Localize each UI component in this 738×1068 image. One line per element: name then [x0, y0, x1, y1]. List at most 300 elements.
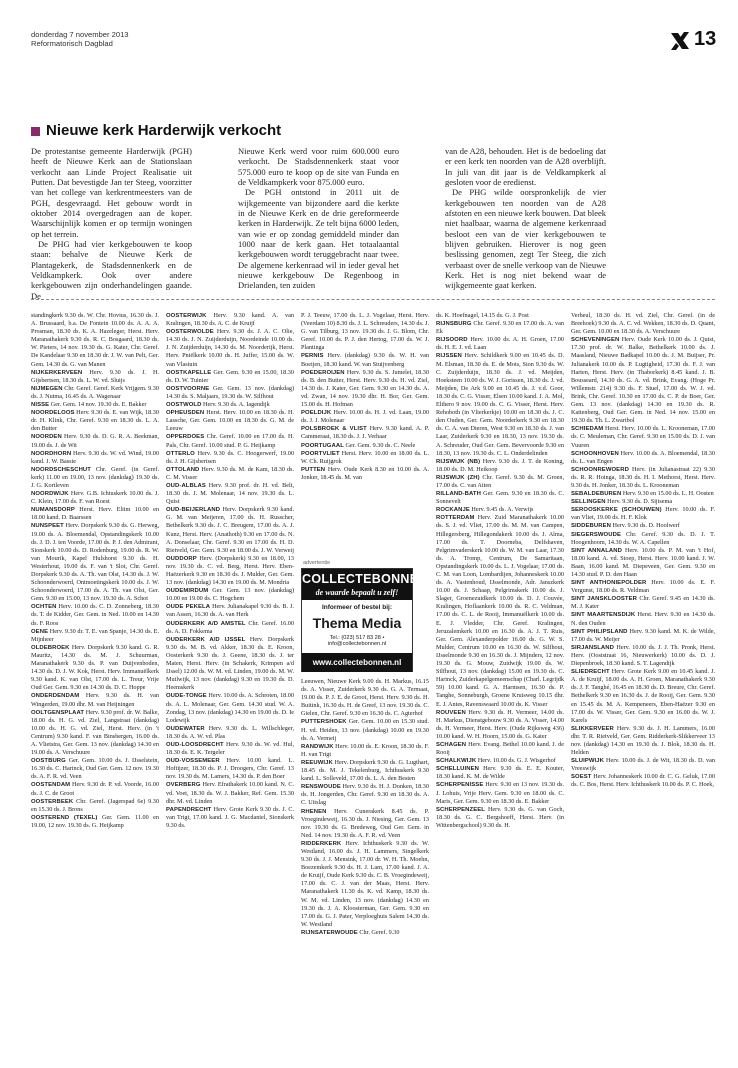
ad-website-link[interactable]: www.collectebonnen.nl: [302, 653, 412, 672]
article-column: [445, 146, 606, 291]
listing-services: Chr. Geref. 9.30 ds. M. Groen, 17.00 ds. C. van Atten: [436, 473, 564, 489]
listing-services: Herv. 9.30 ds. M. de Kam, 18.30 ds. C. M. Visser: [166, 465, 294, 481]
listing-entry: [31, 798, 159, 814]
listing-services: Herst. Herv. 10.00 en 18.30 ds. H. Lassche, Ger. Gem. 10.00 en 18.30 ds. G. M. de Leeuw: [166, 409, 294, 433]
listing-entry: [31, 409, 159, 433]
listing-services: Chr. Geref. 9.30 ds. D. J. T. Hoogenhoom, 14.30 ds. W. A. Capellen: [571, 530, 715, 546]
listing-services: Herv. 10.00 ds. E. Kroon, 18.30 ds. F. H. van Trigt: [301, 742, 429, 758]
listing-services: Ger. Gem. 13 nov. (dankdag) 10.00 en 19.00 ds. C. Hogchem: [166, 587, 294, 603]
listing-services: Herv. 9.30 ds. E. E. Kouter, 18.30 kand. K. M. de Wilde: [436, 765, 564, 781]
listing-entry: [571, 312, 715, 336]
listing-place-name: SCHAGEN: [436, 741, 467, 748]
listing-services: Herv. Grote Kerk 9.30 ds. J. C. van Trigt, 17.00 kand. J. G. Macdaniel, Sionskerk 9.30 ds.: [166, 805, 294, 829]
listing-services: Herv. 9.30 dr. T. E. van Spanje, 14.30 ds. E. Mijnheer: [31, 627, 159, 643]
listing-entry: [301, 442, 429, 450]
listing-services: Herv. Dorpskerk 9.30 kand. G. M. van Meijeren, 17.00 ds. H. Russcher, Bethelkerk 9.30 ds. J. C. Breugem, 17.00 ds. A. J. Kunz, Herst. Herv. (Anathoth) 9.30 en 17.00 ds. N. A. Donselaar, Chr. Geref. 9.30 en 17.00 ds. H. D. Rietveld, Ger. Gem. 9.30 en 18.00 ds. J. W. Verweij: [166, 506, 294, 554]
listing-entry: [166, 450, 294, 466]
listing-entry: [166, 636, 294, 693]
listing-place-name: PUTTEN: [301, 466, 326, 473]
listing-entry: [166, 587, 294, 603]
listing-place-name: NOORDSCHESCHUT: [31, 466, 91, 473]
listing-services: ds. K. Hoefnagel, 14.15 ds. G. J. Post: [436, 312, 529, 319]
listing-entry: [301, 743, 429, 759]
listing-column: [571, 312, 715, 1060]
listing-place-name: SEBALDEBUREN: [571, 491, 622, 498]
listing-entry: [571, 579, 715, 595]
listing-place-name: OUD-BEIJERLAND: [166, 507, 221, 514]
listing-services: Herv. G.B. Ichtuskerk 10.00 ds. J. C. Klein, 17.00 ds. F. van Roest: [31, 490, 159, 506]
listing-services: Herst. Herv. 9.30 en 14.30 ds. N. den Ouden: [571, 611, 715, 627]
listing-place-name: SCHALKWIJK: [436, 758, 477, 765]
listing-entry: [436, 312, 564, 320]
ad-brand-name: Thema Media: [312, 615, 402, 631]
listing-entry: [166, 312, 294, 328]
listing-place-name: REEUWIJK: [301, 759, 333, 766]
listing-services: Herv. Cunerakerk 8.45 ds. P. Vroegindeweij, 16.30 ds. J. Niesing, Ger. Gem. 13 nov. 19.30 ds. G. Bredeweg, Oud Ger. Gem. in Ned. 14 nov. 19.30 ds. A. F. R. vd. Veen: [301, 807, 429, 839]
article-paragraph: De PHG had vier kerkgebouwen te koop staan: behalve de Nieuwe Kerk de Plantagekerk, de Stadsdennenkerk en de Veldkampkerk. Ook over andere kerkgebouwen zijn onderhandelingen gaande. De: [31, 239, 192, 301]
listing-place-name: SCHIEDAM: [571, 426, 604, 433]
listing-place-name: RIJSSEN: [436, 353, 462, 360]
listing-entry: [571, 757, 715, 773]
listing-column: [436, 312, 564, 1060]
listing-place-name: SCHOONREWOERD: [571, 466, 629, 473]
listing-entry: [31, 369, 159, 385]
listing-services: Herv. 9.30 ds. L. Willschleger, 18.30 ds. A. W. vd. Plas: [166, 724, 294, 740]
listing-entry: [31, 401, 159, 409]
listing-column: [166, 312, 294, 1060]
listing-services: Herv. 10.00 ds. C. D. Zonneberg, 18.30 ds. T. de Kidder, Ger. Gem. in Ned. 10.00 en 14.30 ds. F. Roos: [31, 603, 159, 627]
listing-services: Herv. 9.30 ds. H. J. Donken, 18.30 ds. H. Jongerden, Chr. Geref. 9.30 en 18.30 ds. A. C. Uitslag: [301, 783, 429, 807]
listing-place-name: SCHEVENINGEN: [571, 337, 620, 344]
listing-services: Herv. 9.45 ds. A. Verwijs: [469, 506, 534, 514]
listing-entry: [571, 425, 715, 449]
listing-entry: [436, 336, 564, 352]
listing-entry: [31, 644, 159, 693]
listing-entry: [166, 555, 294, 587]
listing-place-name: SEROOSKERKE (SCHOUWEN): [571, 507, 662, 514]
listing-services: Herv. 10.00 ds. H. J. vd. Laan, 19.00 ds. J. J. Molenaar: [301, 409, 429, 425]
listing-entry: [571, 450, 715, 466]
listing-place-name: SLUIPWIJK: [571, 758, 604, 765]
listing-entry: [571, 498, 715, 506]
listing-services: Herv. (dankdag) 9.30 ds. W. H. van Boeijen, 18.30 kand. W. van Stuijvenberg: [301, 352, 429, 368]
listing-services: Chr. Geref. 10.00 en 17.00 ds. H. Pals, Chr. Geref. 10.00 stud. P. G. Heijkamp: [166, 433, 294, 449]
listing-place-name: SLIEDRECHT: [571, 669, 610, 676]
advertisement-label: advertentie: [303, 560, 331, 566]
listing-services: Herv. 9.30 ds. D. G. R. A. Beekman, 19.00 ds. J. de Wit: [31, 433, 159, 449]
listing-place-name: PERNIS: [301, 353, 324, 360]
listing-place-name: ROCKANJE: [436, 507, 470, 514]
listing-services: Verheul, 18.30 ds. H. vd. Ziel, Chr. Geref. (in de Breehoek) 9.30 ds. A. C. vd. Wekken, 18.30 ds. D. Quant, Ger. Gem. 10.00 en 18.30 ds. A. Verschuure: [571, 312, 715, 336]
listing-entry: [166, 603, 294, 619]
listing-entry: [166, 781, 294, 805]
listing-services: Chr. Geref. 9.45 en 14.30 ds. M. J. Kater: [571, 595, 715, 611]
listing-entry: [31, 312, 159, 369]
listing-entry: [301, 678, 429, 718]
listing-entry: [436, 458, 564, 474]
listing-entry: [436, 352, 564, 457]
listing-entry: [166, 692, 294, 724]
listing-services: Herv. 9.30 ds. W. vd. Wind, 19.00 kand. J. W. Bassie: [31, 449, 159, 465]
listing-entry: [166, 433, 294, 449]
listing-place-name: ROUVEEN: [436, 709, 466, 716]
listing-entry: [31, 433, 159, 449]
listing-entry: [571, 466, 715, 490]
listing-entry: [31, 628, 159, 644]
listing-services: Leeuwen, Nieuwe Kerk 9.00 ds. H. Markus, 16.15 ds. A. Visser, Zuiderkerk 9.30 ds. G. A. Termaat, 19.00 ds. P. J. E. de Groot, Herst. Herv. 9.30 ds. H. Buitink, 16.30 ds. H. de Greef, 13 nov. 19.30 ds. C. Gielen, Chr. Geref. 9.30 en 16.30 ds. C. Agterhof: [301, 678, 429, 718]
ad-info-text: Informeer of bestel bij:: [321, 604, 393, 611]
listing-services: Herv. 9.30 ds. C. Hoogerwerf, 19.00 ds. J. H. Gijsbertsen: [166, 449, 294, 465]
listing-entry: [301, 466, 429, 482]
listing-services: Herv. 10.00 ds. G. J. Wisgerhof: [476, 757, 556, 765]
listing-services: Herv. 10.00 ds. A. Bloemendal, 18.30 ds. L. van Engen: [571, 449, 715, 465]
listing-entry: [31, 814, 159, 830]
listing-place-name: OUDEMIRDUM: [166, 588, 209, 595]
listing-entry: [571, 668, 715, 725]
listing-entry: [301, 759, 429, 783]
listing-entry: [301, 929, 429, 937]
listing-entry: [301, 312, 429, 352]
listing-column: [301, 312, 429, 557]
listing-entry: [31, 709, 159, 758]
listing-entry: [301, 840, 429, 929]
listing-entry: [301, 450, 429, 466]
listing-services: Chr. Geref. 9.30: [357, 928, 400, 936]
listing-entry: [31, 692, 159, 708]
listing-place-name: OTTOLAND: [166, 466, 200, 473]
listing-place-name: OOSTWOLD: [166, 402, 202, 409]
listing-services: Herv. 9.30 ds. D. Sijtsema: [605, 498, 673, 506]
listing-services: Herv. Dorpskerk 9.30 ds. M. B. vd. Akker, 18.30 ds. E. Kroon, Oosterkerk 9.30 ds. J. Geene, 18.30 ds. J. ter Maten, Herst. Herv. (in Schakerk, Krimpen a/d IJssel) 12.00 ds. W. M. vd. Linden, 19.00 ds. M. W. Muilwijk, 13 nov. (dankdag) 9.30 en 19.30 ds. D. Heemskerk: [166, 635, 294, 692]
listing-entry: [571, 725, 715, 757]
listing-services: Herv. 9.30 ds. J. H. Gijsbertsen, 18.30 ds. L. W. vd. Sluijs: [31, 368, 159, 384]
listing-place-name: PAPENDRECHT: [166, 806, 212, 813]
listing-entry: [436, 490, 564, 506]
listing-services: Herv. Evang. Bethel 10.00 kand. J. de Rooij: [436, 740, 564, 757]
listing-services: Herv. 10.00 ds. P. M. van 't Hof, 18.00 kand. A. vd. Stoep, Herst. Herv. 10.00 kand. J. W. Baan, 16.00 kand. M. Diepeveen, Ger. Gem. 9.30 en 14.30 stud. P. D. den Haan: [571, 546, 715, 578]
listing-entry: [166, 506, 294, 555]
listing-services: P. J. Teeuw, 17.00 ds. L. J. Vogelaar, Herst. Herv. (Veerdam 10) 8.30 ds. J. L. Schreuders, 14.30 ds. J. G. van Tilburg, 13 nov. 19.30 ds. J. G. Blom, Chr. Geref. 10.00 ds. P. J. den Hertog, 17.00 ds. W. J. Plantinga: [301, 312, 429, 352]
listing-entry: [571, 522, 715, 530]
listing-place-name: SIRJANSLAND: [571, 644, 614, 651]
listing-entry: [571, 531, 715, 547]
listing-services: Herv. Ichthuskerk 9.30 ds. W. Westland, 16.00 ds. J. H. Lammers, Singelkerk 9.30 ds. J. J. Mensink, 17.00 dr. W. H. Th. Moehn, Boezemkerk 9.30 ds. H. J. Lam, 17.00 kand. J. A. de Kruijf, Oude Kerk 9.30 ds. C. B. Vroegindeweij, 17.00 ds. C. J. van der Maas, Herst. Herv. Maranathakerk 11.30 ds. K. vd. Kamp, 18.30 ds. W. M. vd. Linden, 13 nov. (dankdag) 14.30 en 19.30 ds. J. A. Kloosterman, Ger. Gem. 9.30 en 17.00 ds. G. J. Pater, Verploeghuis Salem 14.30 ds. W. Westland: [301, 839, 429, 928]
listing-services: Herv. 10.00 ds. A. H. Groen, 17.00 ds. H. E. J. vd. Laan: [436, 336, 564, 352]
listing-services: Herv. 9.30 kand. A. van Kralingen, 18.30 ds. A. C. de Kruijf: [166, 312, 294, 328]
listing-place-name: PUTTERSHOEK: [301, 719, 347, 726]
article-paragraph: Nieuwe Kerk werd voor ruim 600.000 euro verkocht. De Stadsdennenkerk staat voor 575.000 euro te koop op de site van Funda en de Veldkampkerk voor 875.000 euro.: [238, 146, 399, 188]
listing-entry: [166, 725, 294, 741]
newspaper-logo-icon: [669, 30, 691, 52]
header-newspaper-name: Reformatorisch Dagblad: [31, 39, 113, 48]
listing-place-name: NUNSPEET: [31, 523, 64, 530]
ad-banner: [302, 569, 428, 600]
listing-place-name: NIJMEGEN: [31, 385, 63, 392]
listing-entry: [31, 781, 159, 797]
listing-entry: [31, 450, 159, 466]
page-number: 13: [694, 28, 717, 50]
article-paragraph: De PHG wilde oorspronkelijk de vier kerkgebouwen ten noorden van de A28 afstoten en een nieuwe kerk bouwen. Dat bleek niet haalbaar, waarna de algemene kerkenraad besloot een van de vier kerkgebouwen te blijven gebruiken. Hierover is nog geen beslissing genomen, zegt Ter Steeg, die zich verbaast over de snelle verkoop van de Nieuwe Kerk. Het is nog niet bekend waar de wijkgemeente gaat kerken.: [445, 187, 606, 291]
listing-services: Chr. Geref. 9.30 en 17.00 ds. A. van Ek: [436, 320, 564, 336]
listing-place-name: OOSTBURG: [31, 758, 66, 765]
listing-entry: [301, 718, 429, 742]
listing-place-name: SIEGERSWOUDE: [571, 531, 621, 538]
listing-column: [301, 678, 429, 1060]
listing-services: Herv. 10.00 ds. F. van Vliet, 19.00 ds. H. F. Klok: [571, 506, 715, 522]
listing-services: Herv. 9.30 ds. J. T. de Koning, 18.00 ds. D. M. Heikoop: [436, 457, 564, 473]
listing-entry: [31, 385, 159, 401]
listing-place-name: POORTUGAAL: [301, 442, 344, 449]
listing-place-name: SLIKKERVEER: [571, 725, 614, 732]
listing-services: Herv. Dorpskerk 9.30 ds. G. Herweg, 19.00 ds. A. Bloemendal, Opstandingskerk 10.00 ds. J. D. J. ten Voorde, 17.00 ds. P. J. den Admirant, Sionskerk 10.00 ds. D. Rodenburg, 19.00 ds. R. W. van Mourik, Kapel Hulshorst 9.30 ds. H. Westerhout, 19.00 ds. F. van 't Slot, Chr. Geref. Dorpskerk 9.30 ds. A. Th. van Olst, 14.30 ds. J. W. Schoonderwoerd, Ontmoetingskerk 10.00 ds. J. W. Schoonderwoerd, 17.00 ds. A. Th. van Olst, Ger. Gem. 9.30 en 15.00, 13 nov. 19.30 ds. A. Schot: [31, 522, 159, 603]
listing-services: Chr. Geref. Geref. Kerk Vrijgem. 9.30 ds. J. Nutma, 16.45 ds. A. Wagenaar: [31, 384, 159, 400]
listing-place-name: POELDIJK: [301, 410, 332, 417]
listing-services: Herv. 9.30 ds. S. Jumelet, 18.30 ds. B. den Butter, Herst. Herv. 9.30 ds. H. vd. Ziel, 14.30 ds. J. Kater, Ger. Gem. 9.30 en 14.30 ds. A. vd. Zwan, 14 nov. 19.30 dhr. H. Bor, Ger. Gem. 15.00 ds. H. Hofman: [301, 368, 429, 409]
listing-services: Herv. 10.00 ds. J. J. Th. Pronk, Herst. Herv. (Ooststraat 16, Nieuwerkerk) 10.00 ds. D. J. Diepenbroek, 18.30 kand. S. T. Lagendijk: [571, 643, 715, 668]
listing-entry: [166, 369, 294, 385]
listing-services: Ger. Gem. 9.30 en 15.00, 18.30 ds. D. W. Tuinier: [166, 368, 294, 384]
listing-place-name: OUDDORP: [166, 555, 197, 562]
listing-entry: [166, 620, 294, 636]
section-divider: [31, 299, 715, 300]
listing-services: Herv. 9.30 prof. dr. H. vd. Belt, 18.30 ds. J. M. Molenaar, 14 nov. 19.30 ds. L. Quist: [166, 481, 294, 506]
listing-place-name: RIJSWIJK (NB): [436, 458, 481, 465]
listing-services: Herv. Grote Kerk 9.00 en 10.45 kand. J. A. de Kruijf, 18.00 ds. A. H. Groen, Maranathakerk 9.30 ds. J. F. Tanghé, 16.45 en 18.30 ds. D. Breure, Chr. Geref. Bethelkerk 9.30 en 16.30 ds. J. de Rooij, Ger. Gem. 9.30 en 15.45 ds. M. A. Kempeneers, Eben-Haëzer 9.30 en 17.00 ds. W. Visser, Ger. Gem. 9.30 en 16.00 ds. W. J. Karels: [571, 668, 715, 724]
listing-place-name: SOEST: [571, 774, 592, 781]
listing-entry: [166, 806, 294, 830]
listing-place-name: ONDERDENDAM: [31, 693, 80, 700]
listing-services: Ger. Gem. 10.00 en 15.30 stud. H. vd. Heiden, 13 nov. (dankdag) 10.00 en 19.30 ds. A. Vermeij: [301, 718, 429, 742]
listing-services: Chr. Geref. (in Geref. kerk) 11.00 en 19.00, 13 nov. (dankdag) 19.30 ds. J. G. Kortleven: [31, 465, 159, 489]
listing-place-name: SIDDEBUREN: [571, 523, 611, 530]
listing-entry: [436, 320, 564, 336]
article-title: Nieuwe kerk Harderwijk verkocht: [46, 122, 282, 139]
listing-services: Herst. Herv. 10.00 ds. L. Krooneman, 17.00 ds. C. Meuleman, Chr. Geref. 9.30 en 15.00 ds. D. J. van Vuuren: [571, 425, 715, 449]
listing-services: Herv. 9.30 ds. E. van Wijk, 18.30 dr. H. Klink, Chr. Geref. 9.30 en 18.30 ds. L. A. den Butter: [31, 409, 159, 433]
listing-place-name: OUDERKERK A/D IJSSEL: [166, 636, 246, 643]
page-header: [31, 30, 715, 60]
listing-place-name: RIJNSBURG: [436, 321, 472, 328]
listing-entry: [436, 757, 564, 765]
article-paragraph: De protestantse gemeente Harderwijk (PGH) heeft de Nieuwe Kerk aan de Stationslaan verkocht aan Linde Project Realisatie uit Putten. Dat bevestigde Jan ter Steeg, voorzitter van het college van kerkrentmeesters van de PGH, desgevraagd. Het gebouw wordt in oktober 2014 overgedragen aan de koper. Waarschijnlijk komen er op termijn woningen op het terrein.: [31, 146, 192, 239]
listing-place-name: OCHTEN: [31, 604, 57, 611]
listing-place-name: OPHEUSDEN: [166, 410, 205, 417]
listing-services: Herv. 9.30 ds. J. A. C. Olie, 14.30 ds. J. N. Zuijderduijn, Noordeinde 10.00 ds. J. N. Zuijderduijn, 14.30 ds. M. Noorderijk, Herst. Herv. Pniëlkerk 10.00 ds. H. Juffer, 15.00 ds. W. van Vlastuin: [166, 328, 294, 368]
listing-entry: [301, 425, 429, 441]
listing-services: Chr. Geref. 16.00 ds. A. D. Fokkema: [166, 619, 294, 635]
listing-services: Herv. Schildkerk 9.00 en 10.45 ds. D. M. Elsman, 18.30 ds. E. de Mots, Sion 9.30 ds. W. C. Zuijderduijn, 18.30 ds. J. vd. Meijden, Hoeksteen 10.00 ds. W. J. Gorissen, 18.30 ds. J. vd. Meijden, De Ark 9.00 en 10.45 ds. J. v.d. Goor, 18.30 ds. C. G. Visser, Elsen 10.00 kand. J. A. Mol, Elthero 9 nov. 19.00 ds. C. G. Visser, Herst. Herv. Rehoboth (in Vlierkerkje) 10.00 en 18.30 ds. J. C. den Ouden, Ger. Gem. Noorderkerk 9.30 en 18.30 ds. C. A. van Dieren, West 9.30 en 18.30 ds. J. van Laar, Zuiderkerk 9.30 en 18.30, 13 nov. 19.30 ds. A. Schreuder, Oud Ger. Gem. Bevervoorde 9.30 en 18.30, 13 nov. 19.30 ds. C. L. Onderdelinden: [436, 352, 564, 457]
advertisement[interactable]: [301, 568, 428, 672]
listing-place-name: NOORDHORN: [31, 450, 72, 457]
listing-services: standingkerk 9.30 ds. W. Chr. Hovius, 16.30 ds. J. A. Brussaard, b.a. De Fontein 10.00 ds. A. A. A. Prosman, 18.30 ds. K. A. Hazeleger, Herst. Herv. Maranathakerk 9.30 ds. R. C. Bosgaard, 18.30 ds. W. Pieters, 14 nov. 19.30 ds. G. Kater, Chr. Geref. De Kandelaar 9.30 en 18.30 dr. J. W. van Pelt, Ger. Gem. 14.30 ds. G. van Manen: [31, 312, 159, 368]
listing-entry: [166, 741, 294, 757]
listing-services: Herv. 9.30 ds. A. Iagendijk: [201, 401, 270, 409]
listing-place-name: OTTERLO: [166, 450, 195, 457]
listing-entry: [31, 603, 159, 627]
listing-entry: [301, 369, 429, 409]
listing-services: Herv. (Dorpskerk) 9.30 en 18.00, 13 nov. 19.30 ds. C. vd. Berg, Herst. Herv. Eben-Haëzerkerk 9.30 en 18.30 ds. J. Mulder, Ger. Gem. 13 nov. (dankdag) 14.30 en 19.00 ds. M. Mondria: [166, 554, 294, 587]
listing-services: Herv. 9.30 ds. H. Vermeer, 14.00 ds. H. Markus, Dienstgebouw 9.30 ds. A. Visser, 14.00 ds. H. Vermeer, Herst. Herv. (Oude Rijksweg 436) 10.00 kand. W. H. Hoorn, 15.00 ds. G. Kater: [436, 708, 564, 740]
listing-place-name: OOSTERWOLDE: [166, 329, 214, 336]
listing-place-name: POLSBROEK & VLIST: [301, 426, 367, 433]
listing-entry: [31, 506, 159, 522]
listing-place-name: POORTVLIET: [301, 450, 340, 457]
listing-entry: [166, 409, 294, 433]
listing-entry: [571, 644, 715, 668]
listing-place-name: OOSTKAPELLE: [166, 369, 212, 376]
listing-services: Ger. Gem. 14 nov. 19.30 ds. E. Bakker: [49, 401, 147, 409]
listing-column: [31, 312, 159, 1060]
listing-entry: [571, 336, 715, 425]
listing-entry: [571, 628, 715, 644]
listing-entry: [436, 765, 564, 781]
listing-services: Herv. Zuid Maranathakerk 10.00 ds. S. J. vd. Vliet, 17.00 ds. M. M. van Campen, Hillegersberg, Hillegondakerk 10.00 ds. J. Alma, 17.00 ds. T. Doorneba, Delfshaven, Pelgrimvaderskerk 10.00 ds. W. M. van Laar, 17.30 ds. A. Tromp, Centrum, De Samaritaan, Opstandingskerk 10.00 ds. L. J. Vogelaar, 17.00 ds. C. M. van Loon, Lombardijen, Johanneskerk 10.00 ds. A. Vastenhoud, IJsselmonde, Adr. Janszkerk 10.00 ds. J. Schaap, Pelgrimskerk 10.00 ds. J. Slager, Groenezuidkerk 10.00 ds. D. J. Couvée, Kralingen, Hoflaankerk 10.00 ds. R. C. Veldman, 17.00 ds. C. L. de Rooij, Immanuëlkerk 10.00 ds. E. J. Vledder, Chr. Geref. Kralingen, Jeruzalemkerk 10.00 en 16.30 ds. A. J. T. Ruis, Ger. Gem. Alexanderpolder 16.00 ds. G. W. S. Mulder, Centrum 10.00 en 16.30 ds. W. Silfhout, IJsselmonde 9.30 en 16.30 ds. J. Mijnders, 12 nov. 19.30 ds. G. Mouw, Zuidwijk 19.00 ds. W. Silfhout, 13 nov. (dankdag) 15.00 en 19.30 ds. C. Harinck, Zuiderkapelgemeenschap (Charl. Legrijdk 59) 10.00 kand. G. A. Harmsen, 16.30 ds. P. Tanghe, Sonneburgh, Groene Kruisweg 10.15 dhr. E. J. Antes, Ravenswaard 10.00 ds. K. Visser: [436, 514, 564, 708]
listing-place-name: SCHERPENZEEL: [436, 806, 485, 813]
listing-services: Herst. Herv. 10.00 en 18.00 ds. L. W. Ch. Ruijgrok: [301, 449, 429, 465]
listing-services: Herv. 9.30 ds. D. Hoolwerf: [610, 522, 680, 530]
listing-place-name: NISSE: [31, 402, 50, 409]
listing-services: Herv. Dorpskerk 9.30 ds. G. Lugthart, 18.45 ds. M. J. Tekelenburg, Ichthuskerk 9.30 kand. L. Solleveld, 17.00 ds. L. A. den Besten: [301, 758, 429, 783]
article-column: [31, 146, 192, 301]
ad-product-name: COLLECTEBONNEN: [302, 572, 428, 586]
listing-services: Herv. 9.30 ds. J. H. Lammers, 16.00 dhr. T. R. Rietveld, Ger. Gem. Ridderkerk-Slikkerveer 13 nov. (dankdag) 14.30 en 19.30 ds. J. Blok, 18.30 ds. H. Helden: [571, 724, 715, 757]
listing-place-name: RIJSWIJK (ZH): [436, 474, 480, 481]
listing-place-name: OOSTENDAM: [31, 782, 71, 789]
listing-services: Ger. Gem. 11.00 en 19.00, 12 nov. 19.30 ds. G. Heijkamp: [31, 813, 159, 829]
listing-place-name: SCHELLUINEN: [436, 766, 479, 773]
listing-services: Herv. 10.00 ds. E. F. Vergunst, 18.00 ds. R. Veldman: [571, 579, 715, 595]
listing-place-name: RIDDERKERK: [301, 840, 342, 847]
listing-services: Herv. Oude Kerk 8.30 en 10.00 ds. A. Jonker, 18.45 ds. M. van: [301, 465, 429, 481]
listing-place-name: SINT ANTHONIEPOLDER: [571, 580, 647, 587]
listing-entry: [301, 352, 429, 368]
listing-place-name: NOORDWIJK: [31, 491, 69, 498]
listing-place-name: SINT JANSKLOOSTER: [571, 596, 638, 603]
listing-entry: [436, 474, 564, 490]
ad-slogan: de waarde bepaalt u zelf!: [315, 588, 399, 597]
listing-services: Herv. 9.30 en 13 nov. 19.30 ds. J. Lohuis, Vrije Herv. Gem. 9.30 en 18.00 ds. C. Maris, Ger. Gem. 9.30 en 18.30 ds. E. Bakker: [436, 781, 564, 805]
listing-place-name: OPPERDOES: [166, 434, 205, 441]
listing-place-name: OUDE PEKELA: [166, 604, 211, 611]
listing-services: Herv. 9.30 ds. W. vd. Hul, 18.30 ds. E. K. Tergeler: [166, 740, 294, 757]
listing-services: Herv. Oude Kerk 10.00 ds. J. Quist, 17.30 prof. dr. W. Balke, Bethelkerk 10.00 ds. J. Maasland, Nieuwe Badkapel 10.00 ds. J. M. Buijser, Pr. Julianakerk 10.00 ds. P. Lugtigheid, 17.30 ds. F. J. van Harten, Herst. Herv. (in Thaborkerk) 8.45 kand. J. B. Bousseard, 14.30 ds. G. A. vd. Brink, Evang. (Hoge Pr. Willemstr. 214) 9.30 ds. F. Stuel, 17.00 ds. W. J. vd. Brink, Chr. Geref. 10.30 en 17.00 ds. C. P. de Boer, Ger. Gem. 13 nov. (dankdag) 14.30 en 19.30 ds. R. Kattenberg, Oud Ger. Gem. in Ned. 14 nov. 15.00 en 19.30 ds. Th. L. Zwartbol: [571, 336, 715, 425]
listing-services: Herv. 9.30 dr. P. vd. Voorde, 16.00 ds. J. C. de Groot: [31, 781, 159, 797]
listing-entry: [436, 806, 564, 830]
listing-place-name: OENE: [31, 628, 49, 635]
listing-services: Herv. Johanneskerk 10.00 dr. C. G. Geluk, 17.00 ds. C. Bos, Herst. Herv. Ichthuskerk 10.00 ds. P. C. Hoek,: [571, 773, 715, 789]
listing-place-name: OUDEWATER: [166, 725, 205, 732]
listing-entry: [166, 482, 294, 506]
listing-services: Chr. Geref. (Jagerspad 6e) 9.30 en 15.30 ds. J. Brons: [31, 797, 159, 813]
listing-place-name: SINT PHILIPSLAND: [571, 628, 628, 635]
listing-entry: [31, 490, 159, 506]
listing-services: Herv. 10.00 ds. A. Schroten, 18.00 ds. A. L. Molenaar, Ger. Gem. 14.30 stud. W. A. Zondag, 13 nov. (dankdag) 14.30 en 19.00 ds. D. Ie Lodewijk: [166, 692, 294, 724]
header-date: donderdag 7 november 2013: [31, 30, 129, 39]
listing-services: Ger. Gem. 13 nov. (dankdag) 14.30 ds. S. Maljaars, 19.30 ds. W. Silfhout: [166, 384, 294, 400]
listing-services: Herst. Herv. Eliim 10.00 en 18.00 kand. D. Baarssen: [31, 506, 159, 522]
listing-entry: [436, 514, 564, 708]
listing-place-name: OUDE-TONGE: [166, 693, 207, 700]
listing-place-name: OUDERKERK A/D AMSTEL: [166, 620, 246, 627]
headline-square-icon: [31, 127, 40, 136]
listing-services: Herv. (in Julianastraat 22) 9.30 ds. R. R. Hoinga, 18.30 ds. H. I. Methorst, Herst. Herv. 9.30 ds. H. Jonker, 18.30 ds. L. Krooneman: [571, 465, 715, 489]
listing-place-name: ROTTERDAM: [436, 515, 475, 522]
article-paragraph: van de A28, behouden. Het is de bedoeling dat er een kerk ten noorden van de A28 overblijft. In juli van dit jaar is de Veldkampkerk al gesloten voor de eredienst.: [445, 146, 606, 188]
listing-services: Herv. 9.30 en 15.00 ds. L. H. Oosten: [621, 490, 714, 498]
listing-place-name: SINT ANNALAND: [571, 547, 622, 554]
listing-entry: [31, 757, 159, 781]
listing-entry: [166, 385, 294, 401]
listing-place-name: POEDEROIJEN: [301, 369, 345, 376]
listing-place-name: OVERBERG: [166, 782, 201, 789]
listing-place-name: NOORDELOOS: [31, 410, 75, 417]
listing-place-name: RENSWOUDE: [301, 784, 341, 791]
listing-place-name: SELLINGEN: [571, 499, 606, 506]
listing-entry: [571, 611, 715, 627]
listing-services: Ger. Gem. 9.30 ds. C. Neele: [343, 441, 416, 449]
listing-services: Herv. Efrathakerk 10.00 kand. N. C. vd. Voet, 18.30 ds. W. J. Bakker, Ref. Gem. 15.30 dhr. M. vd. Linden: [166, 781, 294, 805]
listing-place-name: OOSTVOORNE: [166, 385, 210, 392]
listing-entry: [571, 773, 715, 789]
listing-entry: [166, 466, 294, 482]
article-headline: [31, 121, 715, 143]
listing-entry: [436, 781, 564, 805]
listing-entry: [166, 401, 294, 409]
listing-place-name: RANDWIJK: [301, 743, 334, 750]
listing-services: Herv. Dorpskerk 9.30 kand. G. R. Mauritz, 14.30 ds. M. J. Schuurman, Maranathakerk 9.30 ds. P. van Duijvenboden, 14.30 ds. D. J. W. Kok, Herst. Herv. Immanuëlkerk 9.30 kand. K. van Olst, 17.00 ds. L. Treur, Vrije Oud Ger. Gem. 9.30 en 14.30 ds. D. C. Hoppe: [31, 643, 159, 692]
listing-entry: [31, 522, 159, 603]
listing-entry: [301, 409, 429, 425]
listing-place-name: RIJNSATERWOUDE: [301, 929, 358, 936]
listing-services: Herv. Julianakapel 9.30 ds. B. J. van Assen, 16.30 ds. A. van Herk: [166, 603, 294, 619]
listing-entry: [301, 783, 429, 807]
listing-entry: [436, 506, 564, 514]
listing-services: Herv. 10.00 kand. L. Hoftijzer, 18.30 ds. P. J. Droogers, Chr. Geref. 13 nov. 19.30 ds. M. Lamers, 14.30 ds. P. den Boer: [166, 757, 294, 781]
listing-place-name: OLDEBROEK: [31, 644, 70, 651]
listing-place-name: NIJKERKERVEEN: [31, 369, 83, 376]
listing-services: Herv. 10.00 ds. J. de Wit, 18.30 ds. D. van Vreeswijk: [571, 757, 715, 773]
listing-place-name: OOSTERWIJK: [166, 313, 207, 319]
listing-services: Ger. Gem. 10.00 ds. J. IJsselstein, 16.30 ds. C. Harinck, Oud Ger. Gem. 12 nov. 19.30 ds. A. F. R. vd. Veen: [31, 757, 159, 781]
listing-place-name: OOSTEREND (TEXEL): [31, 814, 98, 821]
listing-entry: [571, 547, 715, 579]
listing-entry: [571, 490, 715, 498]
listing-place-name: SCHERPENISSE: [436, 782, 484, 789]
listing-entry: [571, 595, 715, 611]
article-column: [238, 146, 399, 291]
listing-place-name: SINT MAARTENSDIJK: [571, 612, 636, 619]
listing-place-name: NOORDEN: [31, 434, 62, 441]
listing-services: Ger. Gem. 9.30 en 18.30 ds. C. Sonnevelt: [436, 490, 564, 506]
ad-contact-info: Tel.: (023) 517 83 28 • info@collectebonnen.nl: [327, 635, 387, 647]
listing-entry: [166, 328, 294, 368]
listing-services: Herv. 9.30 ds. G. van Goch, 18.30 ds. G. C. Bergshoeff, Herst. Herv. (in Wittenbergschool) 9.30 ds. H.: [436, 805, 564, 829]
listing-entry: [571, 506, 715, 522]
listing-place-name: OUD-ALBLAS: [166, 482, 206, 489]
article-paragraph: De PGH ontstond in 2011 uit de wijkgemeente van bijzondere aard die kerkte in de Nieuwe Kerk en de drie gereformeerde kerken in Harderwijk. Ze telt bijna 6000 leden, van wie er op zondag gemiddeld minder dan 1000 naar de kerk gaan. Het totaalaantal kerkgebouwen wordt teruggebracht naar twee. De algemene kerkenraad wil in ieder geval het nieuwe kerkgebouw De Regenboog in Drielanden, ten zuiden: [238, 187, 399, 291]
listing-place-name: OOLTGENSPLAAT: [31, 709, 85, 716]
listing-place-name: OOSTERBEEK: [31, 798, 74, 805]
listing-entry: [31, 466, 159, 490]
listing-place-name: OUD-LOOSDRECHT: [166, 741, 224, 748]
listing-place-name: SCHOONHOVEN: [571, 450, 619, 457]
listing-services: Herv. 9.30 kand. M. K. de Wilde, 17.00 ds. W. Meijer: [571, 627, 715, 643]
listing-entry: [166, 757, 294, 781]
listing-place-name: NUMANSDORP: [31, 507, 75, 514]
listing-place-name: RILLAND-BATH: [436, 491, 481, 498]
listing-place-name: RHENEN: [301, 808, 327, 815]
listing-services: Herv. 9.30 kand. A. P. Cammeraat, 18.30 ds. J. J. Verhaar: [301, 425, 429, 441]
